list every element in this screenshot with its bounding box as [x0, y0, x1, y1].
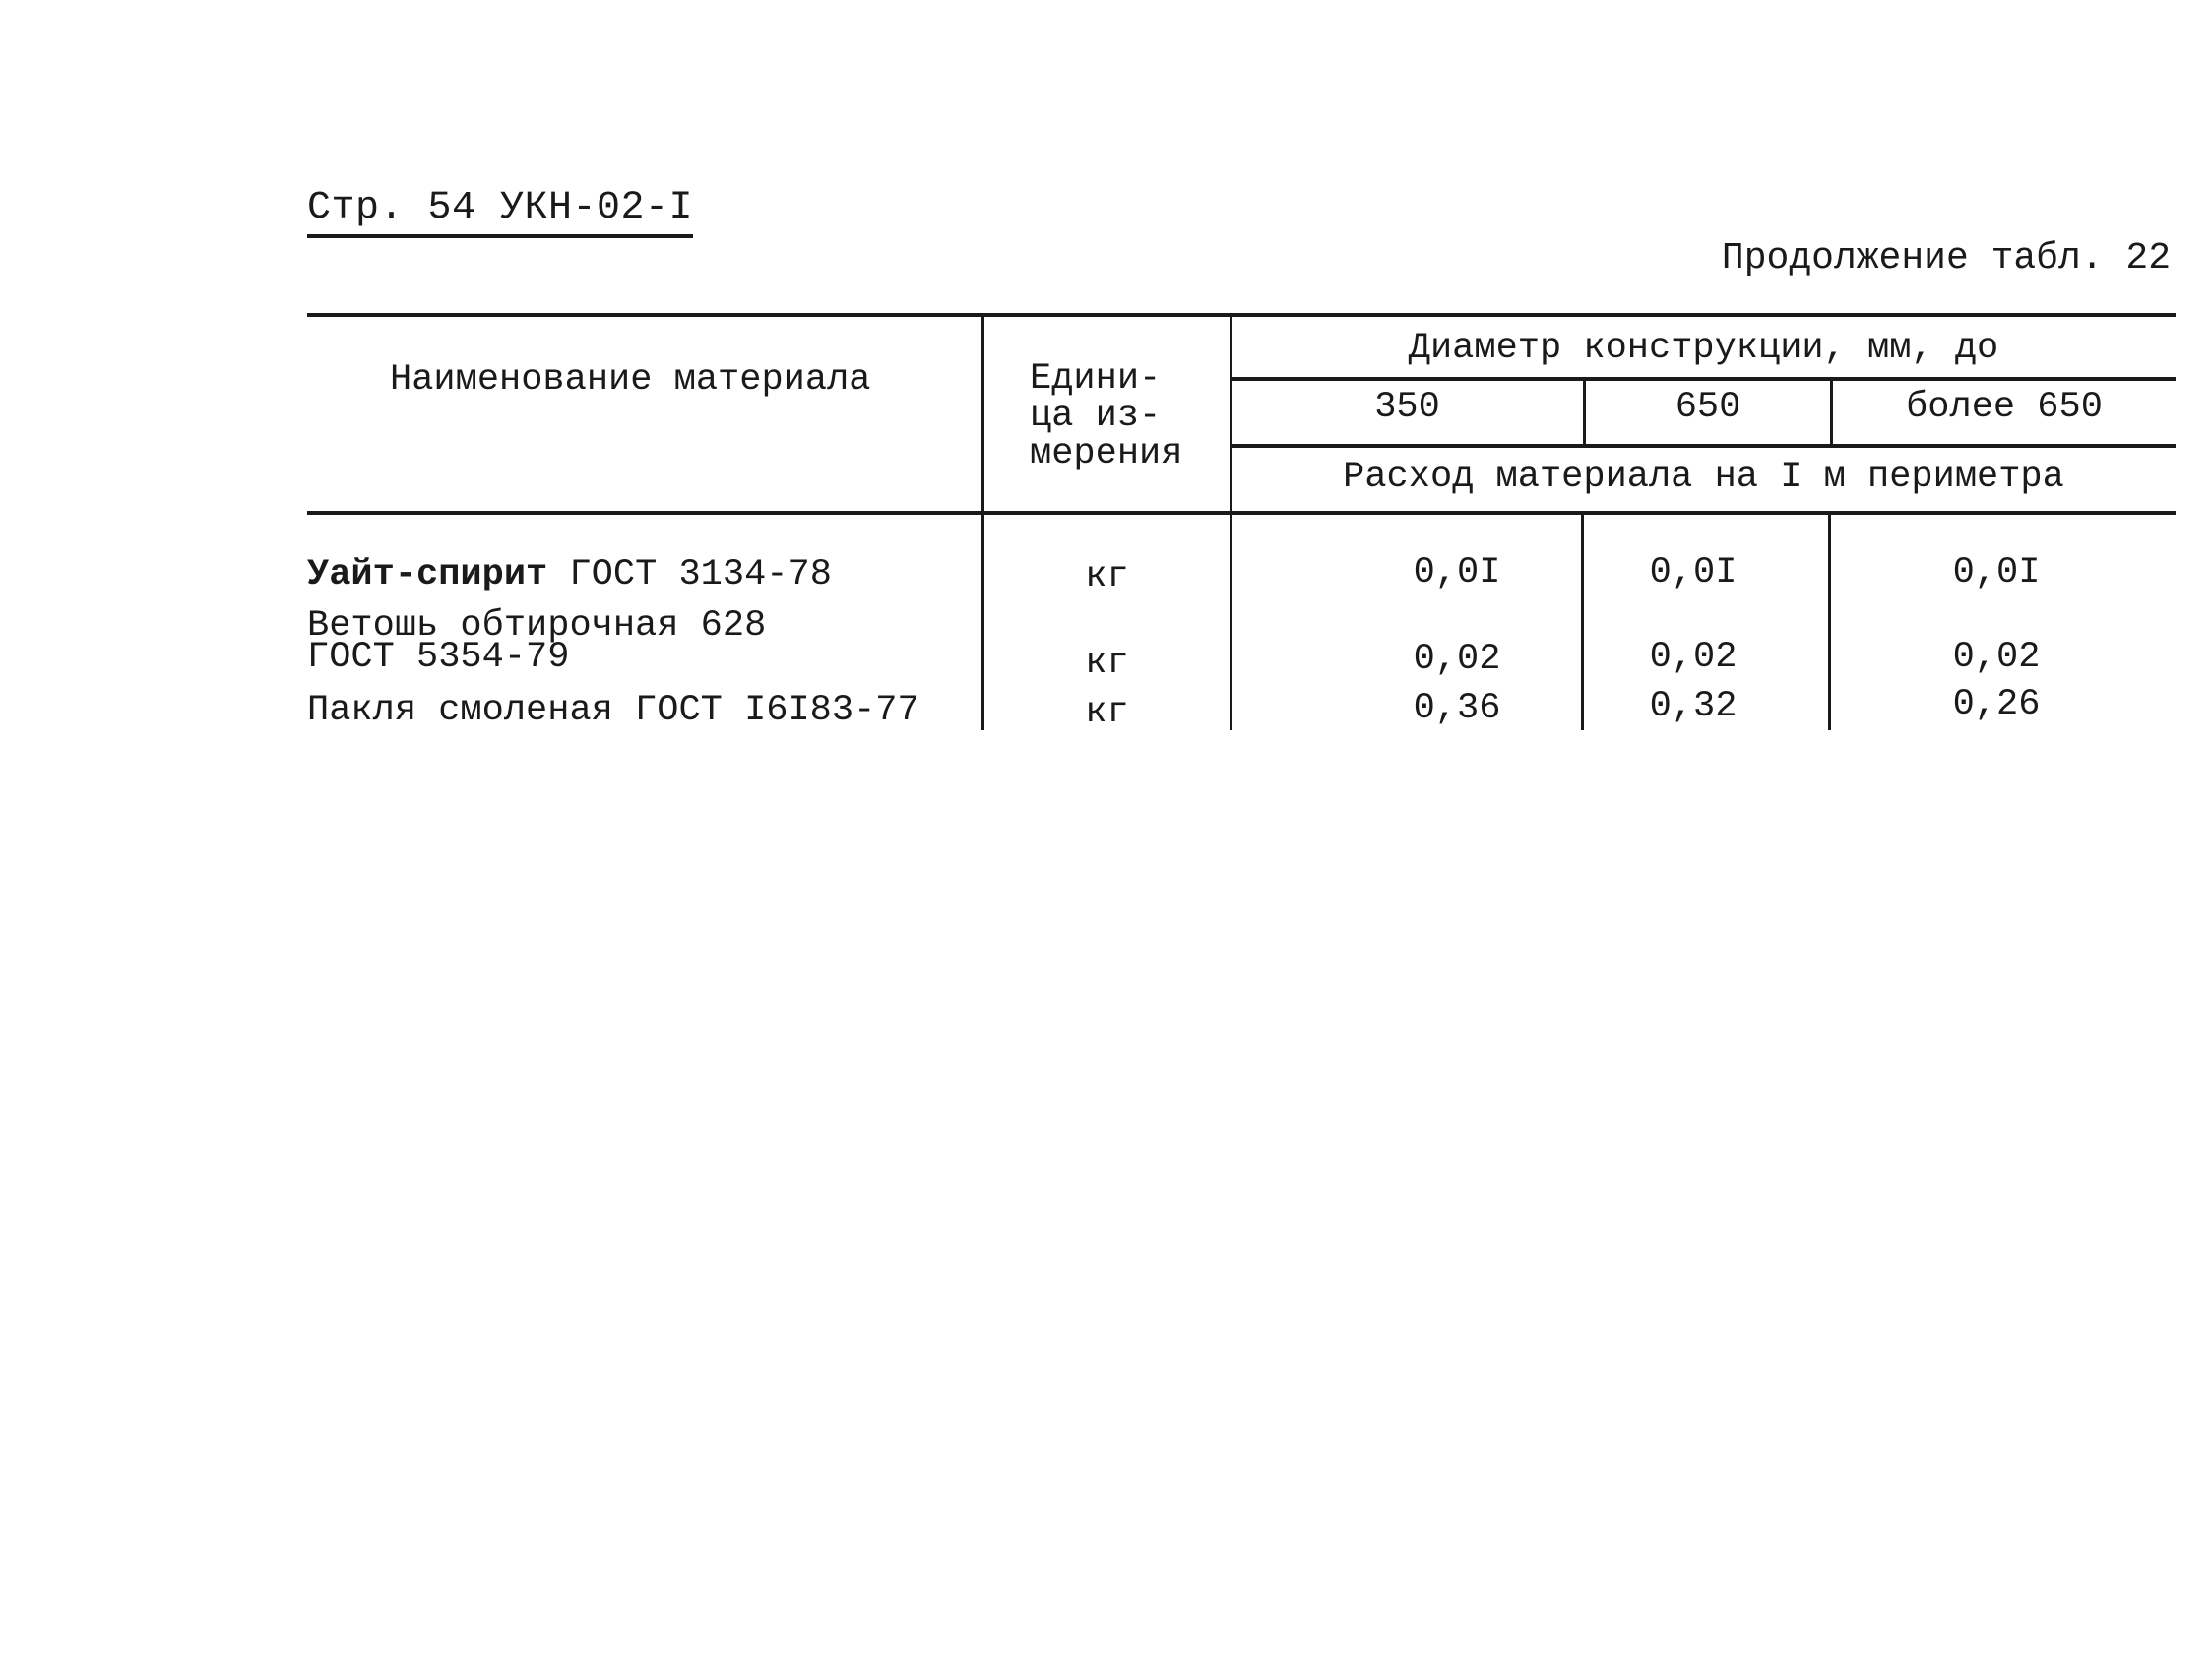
row-2-material-line-2: ГОСТ 5354-79 — [307, 637, 570, 678]
row-2-value-more-650: 0,02 — [1952, 637, 2041, 678]
row-3-value-350: 0,36 — [1413, 688, 1501, 729]
table-header-bottom-rule — [307, 511, 2176, 515]
row-1-material-bold: Уайт-спирит — [307, 554, 548, 595]
consumption-header-rule — [1232, 444, 2176, 448]
header-material-name: Наименование материала — [390, 359, 871, 401]
row-2-material-line-1: Ветошь обтирочная 628 — [307, 605, 767, 647]
row-1-value-more-650: 0,0I — [1952, 552, 2041, 593]
diameter-header-rule — [1232, 377, 2176, 381]
row-1-material — [307, 555, 832, 594]
row-3-unit: кг — [1085, 692, 1129, 733]
row-2-value-350: 0,02 — [1413, 639, 1501, 680]
row-1-unit: кг — [1085, 556, 1129, 597]
table-top-rule — [307, 313, 2176, 317]
column-divider-350-650-body — [1581, 513, 1584, 730]
column-divider-unit-right — [1230, 315, 1232, 730]
row-3-material: Пакля смоленая ГОСТ I6I83-77 — [307, 690, 919, 731]
row-2-unit: кг — [1085, 643, 1129, 684]
header-diameter-350: 350 — [1374, 387, 1440, 428]
column-divider-650-more-body — [1828, 513, 1831, 730]
header-consumption: Расход материала на I м периметра — [1343, 457, 2064, 498]
row-3-value-650: 0,32 — [1649, 686, 1738, 727]
header-diameter-650: 650 — [1675, 387, 1741, 428]
table-caption: Продолжение табл. 22 — [1721, 237, 2171, 280]
header-unit: Едини- ца из- мерения — [1030, 358, 1183, 474]
row-1-material-rest: ГОСТ 3134-78 — [547, 554, 832, 595]
row-3-value-more-650: 0,26 — [1952, 684, 2041, 725]
header-diameter: Диаметр конструкции, мм, до — [1408, 328, 1999, 369]
row-1-value-650: 0,0I — [1649, 552, 1738, 593]
header-diameter-more-650: более 650 — [1906, 387, 2103, 428]
row-1-value-350: 0,0I — [1413, 552, 1501, 593]
row-2-value-650: 0,02 — [1649, 637, 1738, 678]
page-reference: Стр. 54 УКН-02-I — [307, 185, 693, 238]
